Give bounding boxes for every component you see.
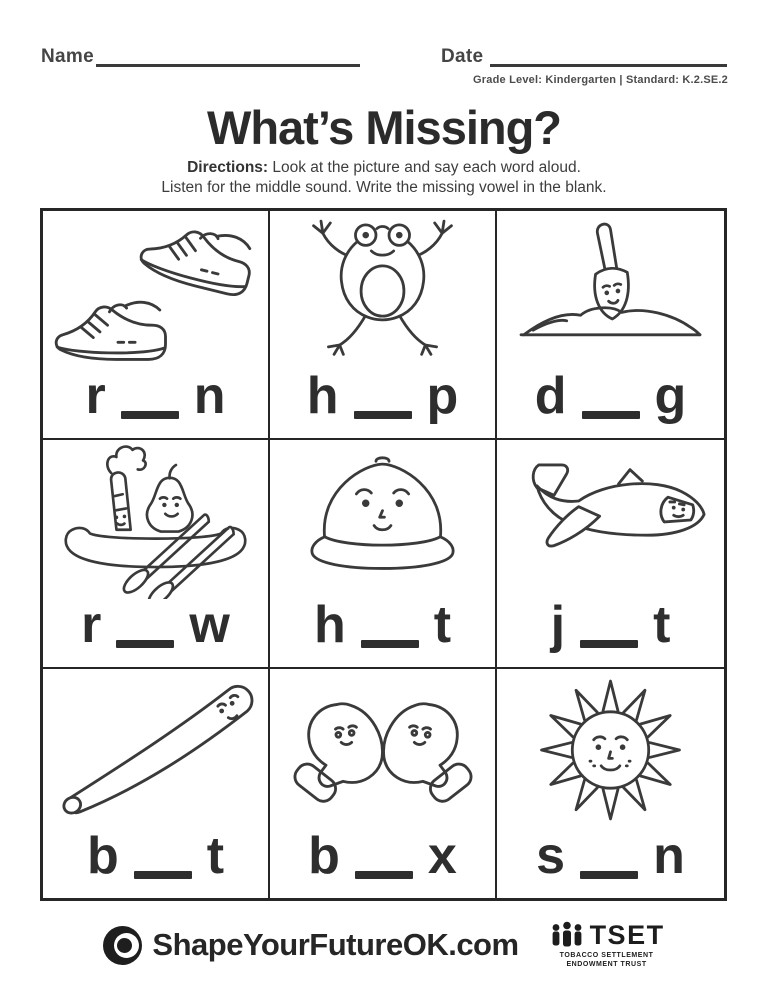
first-letter: d (534, 367, 567, 425)
carrot-and-pear-rowing-canoe-image (53, 441, 258, 599)
vowel-blank[interactable] (354, 411, 412, 419)
first-letter: h (306, 367, 339, 425)
cell-running-shoes (43, 211, 270, 440)
name-write-line[interactable] (96, 64, 360, 67)
vowel-blank[interactable] (116, 640, 174, 648)
vowel-blank[interactable] (121, 411, 179, 419)
vowel-blank[interactable] (580, 640, 638, 648)
date-write-line[interactable] (490, 64, 727, 67)
tset-logo (549, 921, 665, 969)
picture-area (497, 211, 724, 370)
first-letter: s (536, 827, 566, 885)
word-with-blank (85, 367, 226, 425)
shape-your-future-logo-icon (103, 926, 142, 965)
word-with-blank (308, 827, 457, 885)
tset-subtitle-line1: TOBACCO SETTLEMENT (559, 952, 654, 959)
hopping-frog-image (280, 215, 485, 367)
first-letter: j (550, 596, 566, 654)
shovel-in-dirt-image (508, 215, 713, 367)
picture-area (43, 211, 268, 370)
picture-area (497, 669, 724, 830)
picture-area (270, 211, 495, 370)
directions-line1 (0, 158, 768, 178)
boxing-gloves-image (278, 674, 488, 826)
running-shoes-image (51, 215, 261, 367)
vowel-blank[interactable] (361, 640, 419, 648)
smiling-sun-image (508, 671, 713, 829)
last-letter: t (653, 596, 671, 654)
directions-line2: Listen for the middle sound. Write the missing vowel in the blank. (161, 179, 607, 196)
tset-people-icon (549, 921, 585, 948)
word-with-blank (81, 596, 230, 654)
word-with-blank (534, 367, 687, 425)
cell-shovel (497, 211, 724, 440)
tset-subtitle-line2: ENDOWMENT TRUST (566, 961, 647, 968)
last-letter: g (654, 367, 687, 425)
vowel-blank[interactable] (355, 871, 413, 879)
word-with-blank (536, 827, 685, 885)
first-letter: b (308, 827, 340, 885)
name-label: Name (41, 46, 94, 67)
word-with-blank (550, 596, 671, 654)
page-title: What’s Missing? (206, 101, 562, 154)
word-with-blank (306, 367, 459, 425)
cell-canoe (43, 440, 270, 669)
first-letter: b (86, 827, 119, 885)
last-letter: w (189, 596, 230, 654)
last-letter: n (193, 367, 226, 425)
picture-area (43, 669, 268, 830)
directions-text (0, 158, 768, 198)
footer (0, 921, 768, 969)
cell-frog (270, 211, 497, 440)
directions-line1-text: Look at the picture and say each word aloud. (272, 159, 581, 176)
grade-standard-text: Grade Level: Kindergarten | Standard: K.2.SE.2 (473, 74, 728, 86)
cell-sun (497, 669, 724, 898)
worksheet-grid (40, 208, 727, 901)
vowel-blank[interactable] (134, 871, 192, 879)
word-with-blank (86, 827, 225, 885)
cell-bat (43, 669, 270, 898)
vowel-blank[interactable] (580, 871, 638, 879)
picture-area (43, 440, 268, 599)
first-letter: h (313, 596, 346, 654)
jet-airplane-image (506, 444, 716, 596)
cell-boxing-gloves (270, 669, 497, 898)
tset-subtitle (560, 951, 654, 969)
baseball-bat-image (51, 671, 261, 829)
website-url: ShapeYourFutureOK.com (152, 927, 519, 962)
last-letter: x (427, 827, 457, 885)
baseball-cap-image (280, 444, 485, 596)
directions-label: Directions: (187, 159, 269, 176)
vowel-blank[interactable] (582, 411, 640, 419)
date-label: Date (441, 46, 484, 67)
tset-acronym: TSET (589, 920, 665, 950)
last-letter: n (653, 827, 685, 885)
first-letter: r (81, 596, 102, 654)
picture-area (270, 440, 495, 599)
cell-jet (497, 440, 724, 669)
picture-area (497, 440, 724, 599)
picture-area (270, 669, 495, 830)
first-letter: r (85, 367, 106, 425)
last-letter: t (433, 596, 452, 654)
cell-cap (270, 440, 497, 669)
word-with-blank (313, 596, 452, 654)
last-letter: t (206, 827, 225, 885)
last-letter: p (426, 367, 459, 425)
